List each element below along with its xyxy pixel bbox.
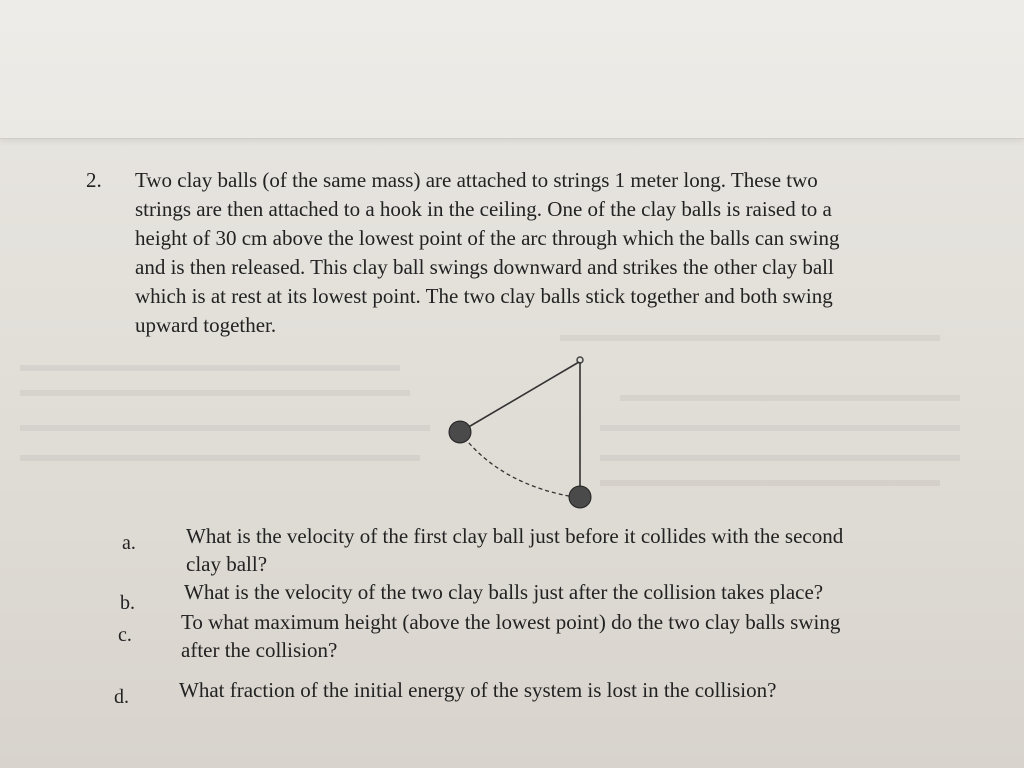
problem-line: and is then released. This clay ball swings downward and strikes the other clay ball — [135, 255, 834, 279]
question-line: What fraction of the initial energy of the system is lost in the collision? — [179, 678, 777, 702]
problem-line: height of 30 cm above the lowest point of the arc through which the balls can swing — [135, 226, 840, 250]
problem-number: 2. — [86, 168, 102, 192]
string-raised — [460, 362, 579, 432]
previous-page-edge — [0, 0, 1024, 139]
question-line: To what maximum height (above the lowest point) do the two clay balls swing — [181, 610, 841, 634]
question-b-letter: b. — [120, 592, 135, 614]
clay-ball-hanging — [569, 486, 591, 508]
question-line: clay ball? — [186, 552, 268, 576]
question-line: What is the velocity of the first clay ball just before it collides with the second — [186, 524, 844, 548]
question-b — [184, 578, 823, 606]
question-d-letter: d. — [114, 686, 129, 708]
question-c-letter: c. — [118, 624, 132, 646]
swing-arc — [460, 432, 580, 498]
question-a-letter: a. — [122, 532, 136, 554]
problem-line: upward together. — [135, 313, 277, 337]
question-line: What is the velocity of the two clay balls just after the collision takes place? — [184, 580, 824, 604]
question-line: after the collision? — [181, 638, 338, 662]
question-d — [179, 676, 776, 704]
worksheet-page — [0, 138, 1024, 768]
problem-line: Two clay balls (of the same mass) are attached to strings 1 meter long. These two — [135, 168, 818, 192]
question-c — [181, 608, 840, 664]
clay-ball-raised — [449, 421, 471, 443]
question-a — [186, 522, 843, 578]
problem-statement — [135, 166, 990, 340]
pendulum-diagram — [440, 346, 610, 526]
problem-line: strings are then attached to a hook in the ceiling. One of the clay balls is raised to a — [135, 197, 832, 221]
problem-line: which is at rest at its lowest point. The two clay balls stick together and both swing — [135, 284, 833, 308]
